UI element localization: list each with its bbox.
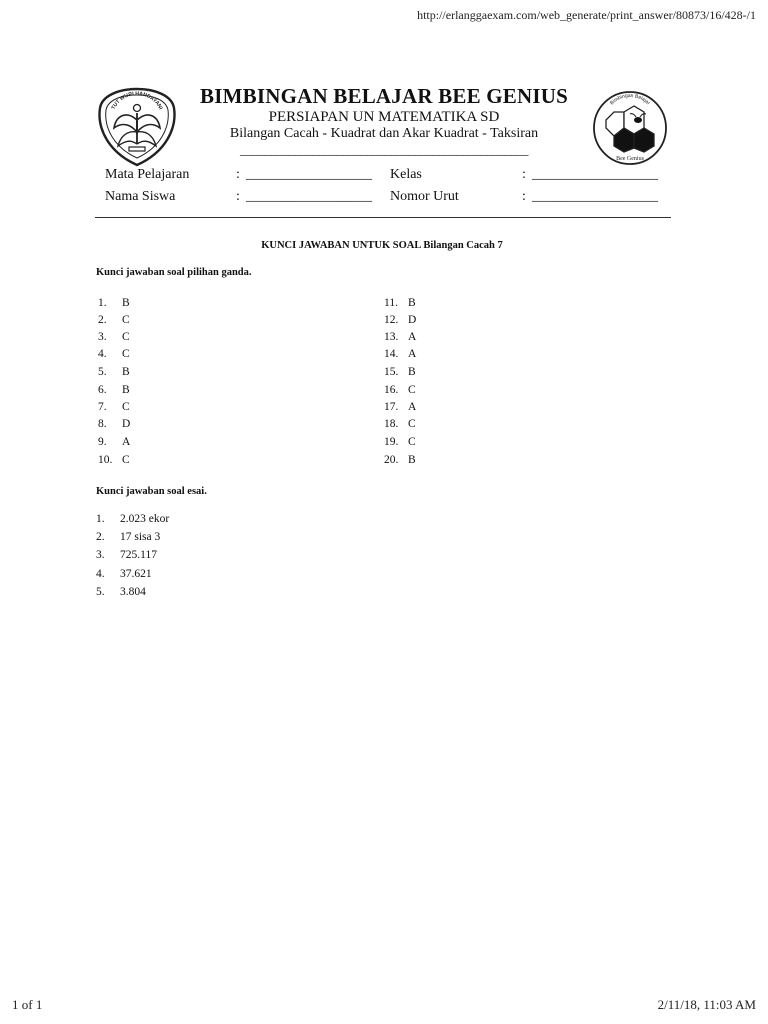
logo-left-motto: TUT WURI HANDAYANI: [110, 90, 164, 111]
answer-key-title: KUNCI JAWABAN UNTUK SOAL Bilangan Cacah 7: [261, 240, 503, 251]
answer-value: C: [408, 436, 416, 448]
answer-number: 8.: [98, 418, 107, 430]
answer-number: 4.: [98, 348, 107, 360]
list-item: [98, 418, 130, 430]
list-item: [98, 314, 130, 326]
info-colon: :: [522, 189, 526, 204]
svg-text:TUT WURI HANDAYANI: [111, 91, 164, 111]
answer-number: 7.: [98, 401, 107, 413]
answer-value: B: [122, 366, 130, 378]
list-item: [384, 401, 416, 413]
answer-value: C: [122, 331, 130, 343]
essay-number: 5.: [96, 586, 105, 598]
answer-number: 18.: [384, 418, 399, 430]
list-item: [96, 586, 146, 598]
list-item: [98, 331, 130, 343]
answer-value: B: [122, 297, 130, 309]
logo-right-top-text: Bimbingan Belajar: [608, 92, 652, 107]
list-item: [96, 549, 157, 561]
page-count: 1 of 1: [12, 997, 43, 1012]
answer-value: A: [122, 436, 131, 448]
answer-value: B: [122, 384, 130, 396]
list-item: [384, 454, 416, 466]
list-item: [384, 314, 416, 326]
answer-number: 12.: [384, 314, 399, 326]
answer-value: C: [122, 401, 130, 413]
list-item: [98, 348, 130, 360]
answer-number: 14.: [384, 348, 399, 360]
answer-number: 2.: [98, 314, 107, 326]
list-item: [384, 384, 416, 396]
mata-pelajaran-field[interactable]: __________________: [246, 167, 372, 182]
answer-value: C: [408, 418, 416, 430]
list-item: [384, 366, 416, 378]
list-item: [96, 568, 152, 580]
topic-line: Bilangan Cacah - Kuadrat dan Akar Kuadrat - Taksiran: [229, 126, 539, 141]
answer-number: 6.: [98, 384, 107, 396]
list-item: [98, 454, 130, 466]
nama-siswa-label: Nama Siswa: [105, 189, 176, 204]
essay-answer: 2.023 ekor: [120, 513, 170, 525]
list-item: [98, 401, 130, 413]
list-item: [384, 436, 416, 448]
answer-value: A: [408, 348, 417, 360]
answer-number: 1.: [98, 297, 107, 309]
essay-number: 4.: [96, 568, 105, 580]
essay-answer: 3.804: [120, 586, 146, 598]
answer-value: B: [408, 297, 416, 309]
essay-number: 1.: [96, 513, 105, 525]
essay-number: 2.: [96, 531, 105, 543]
answer-number: 9.: [98, 436, 107, 448]
info-colon: :: [236, 189, 240, 204]
answer-value: A: [408, 401, 417, 413]
answer-value: D: [122, 418, 131, 430]
answer-number: 17.: [384, 401, 399, 413]
info-colon: :: [522, 167, 526, 182]
list-item: [96, 531, 160, 543]
answer-value: C: [408, 384, 416, 396]
answer-value: C: [122, 454, 130, 466]
essay-answer: 37.621: [120, 568, 152, 580]
essay-answer: 725.117: [120, 549, 157, 561]
list-item: [98, 436, 130, 448]
answer-number: 13.: [384, 331, 399, 343]
page-url: http://erlanggaexam.com/web_generate/print_answer/80873/16/428-/1: [417, 8, 756, 22]
list-item: [98, 384, 130, 396]
answer-number: 10.: [98, 454, 113, 466]
kelas-field[interactable]: __________________: [532, 167, 658, 182]
logo-right-name: Bee Genius: [616, 156, 644, 162]
answer-value: C: [122, 348, 130, 360]
answer-number: 19.: [384, 436, 399, 448]
institution-title: BIMBINGAN BELAJAR BEE GENIUS: [200, 84, 568, 108]
answer-value: B: [408, 366, 416, 378]
kelas-label: Kelas: [390, 167, 422, 182]
answer-value: B: [408, 454, 416, 466]
answer-value: C: [122, 314, 130, 326]
essay-heading: Kunci jawaban soal esai.: [96, 486, 207, 497]
nomor-urut-label: Nomor Urut: [390, 189, 459, 204]
answer-value: A: [408, 331, 417, 343]
list-item: [384, 331, 416, 343]
header-underline: ________________________________________________: [240, 142, 528, 157]
list-item: [98, 366, 130, 378]
list-item: [384, 418, 416, 430]
list-item: [96, 513, 169, 525]
tut-wuri-handayani-logo: [96, 86, 178, 168]
list-item: [384, 348, 416, 360]
essay-number: 3.: [96, 549, 105, 561]
mata-pelajaran-label: Mata Pelajaran: [105, 167, 190, 182]
print-datetime: 2/11/18, 11:03 AM: [657, 997, 756, 1012]
exam-subtitle: PERSIAPAN UN MATEMATIKA SD: [268, 109, 500, 125]
header-divider: [95, 217, 671, 218]
answer-number: 3.: [98, 331, 107, 343]
list-item: [98, 297, 130, 309]
answer-number: 11.: [384, 297, 398, 309]
answer-number: 16.: [384, 384, 399, 396]
info-colon: :: [236, 167, 240, 182]
answer-number: 20.: [384, 454, 399, 466]
nomor-urut-field[interactable]: __________________: [532, 189, 658, 204]
answer-number: 5.: [98, 366, 107, 378]
answer-value: D: [408, 314, 417, 326]
list-item: [384, 297, 416, 309]
essay-answer: 17 sisa 3: [120, 531, 161, 543]
nama-siswa-field[interactable]: __________________: [246, 189, 372, 204]
multiple-choice-heading: Kunci jawaban soal pilihan ganda.: [96, 267, 252, 278]
bee-genius-logo: [592, 90, 668, 166]
answer-number: 15.: [384, 366, 399, 378]
